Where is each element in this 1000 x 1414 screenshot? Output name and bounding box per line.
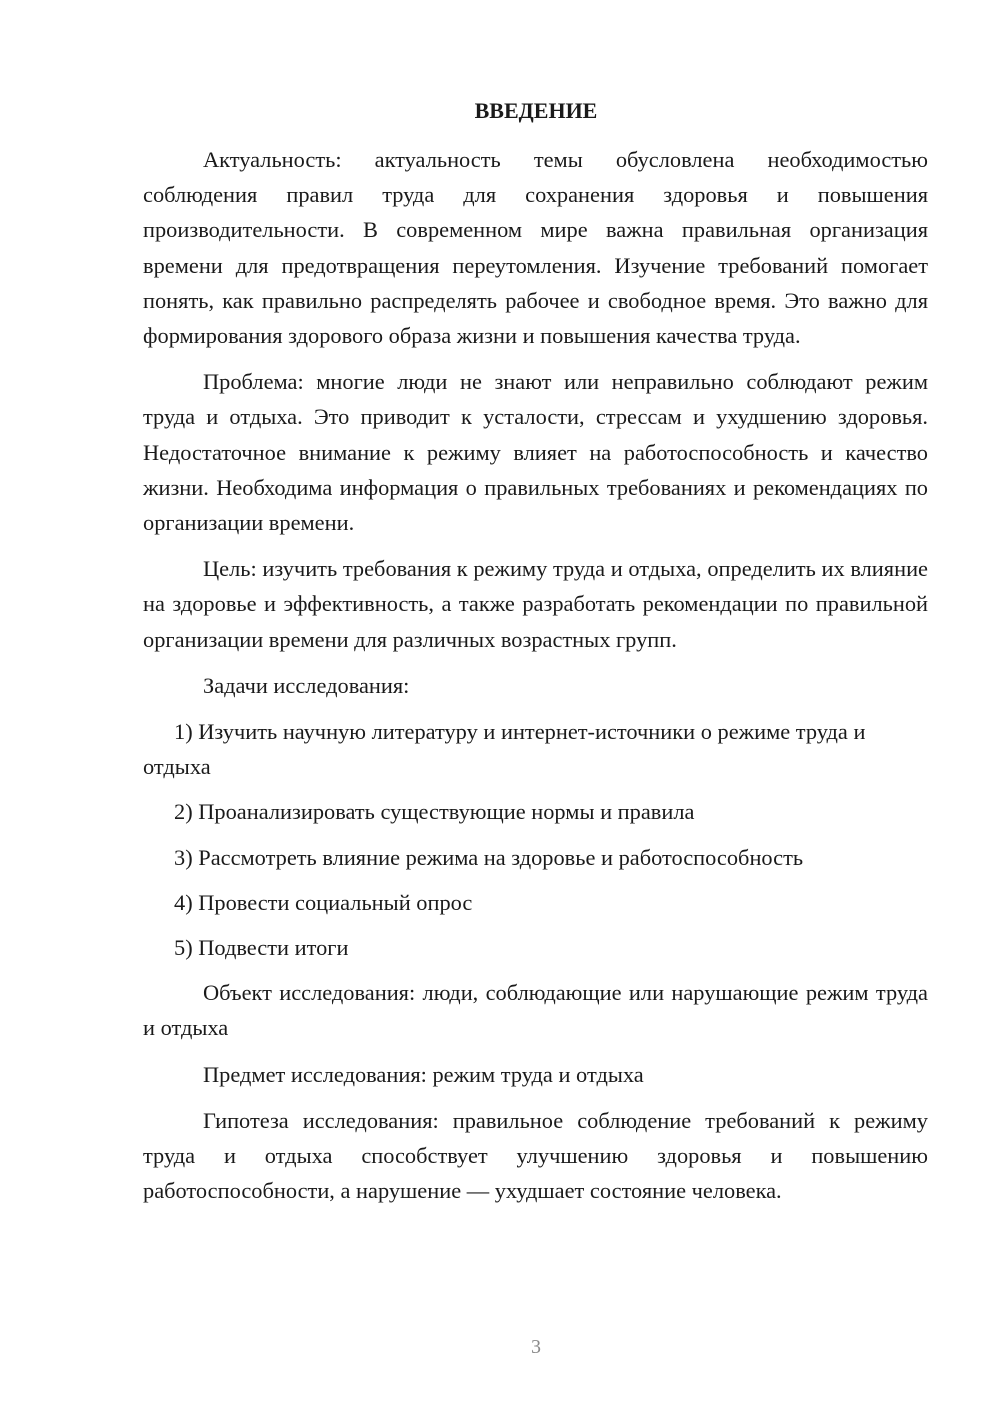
object-paragraph: Объект исследования: люди, соблюдающие или нарушающие режим труда и отдыха [143, 980, 928, 1041]
task-item-1: 1) Изучить научную литературу и интернет-источники о режиме труда и отдыха [143, 719, 866, 780]
task-item-2: 2) Проанализировать существующие нормы и правила [174, 799, 695, 825]
task-item-5: 5) Подвести итоги [174, 935, 349, 961]
section-title: ВВЕДЕНИЕ [474, 98, 598, 123]
problem-paragraph: Проблема: многие люди не знают или неправильно соблюдают режим труда и отдыха. Это приводит к усталости, стрессам и ухудшению здоровья. Недостаточное внимание к режиму влияет на работоспособность и качество жизни. Необходима информация о правильных требованиях и рекомендациях по организации времени. [143, 369, 928, 536]
tasks-heading: Задачи исследования: [203, 672, 410, 698]
relevance-paragraph: Актуальность: актуальность темы обусловлена необходимостью соблюдения правил труда для сохранения здоровья и повышения производительности. В современном мире важна правильная организация времени для предотвращения переутомления. Изучение требований помогает понять, как правильно распределять рабочее и свободное время. Это важно для формирования здорового образа жизни и повышения качества труда. [143, 147, 928, 349]
page-number: 3 [531, 1336, 541, 1358]
task-item-3: 3) Рассмотреть влияние режима на здоровье и работоспособность [174, 844, 804, 870]
subject-paragraph: Предмет исследования: режим труда и отдыха [203, 1061, 644, 1087]
goal-paragraph: Цель: изучить требования к режиму труда и отдыха, определить их влияние на здоровье и эффективность, а также разработать рекомендации по правильной организации времени для различных возрастных групп. [143, 556, 928, 652]
document-body [143, 142, 928, 1219]
hypothesis-paragraph: Гипотеза исследования: правильное соблюдение требований к режиму труда и отдыха способствует улучшению здоровья и повышению работоспособности, а нарушение — ухудшает состояние человека. [143, 1107, 928, 1204]
task-item-4: 4) Провести социальный опрос [174, 889, 473, 915]
